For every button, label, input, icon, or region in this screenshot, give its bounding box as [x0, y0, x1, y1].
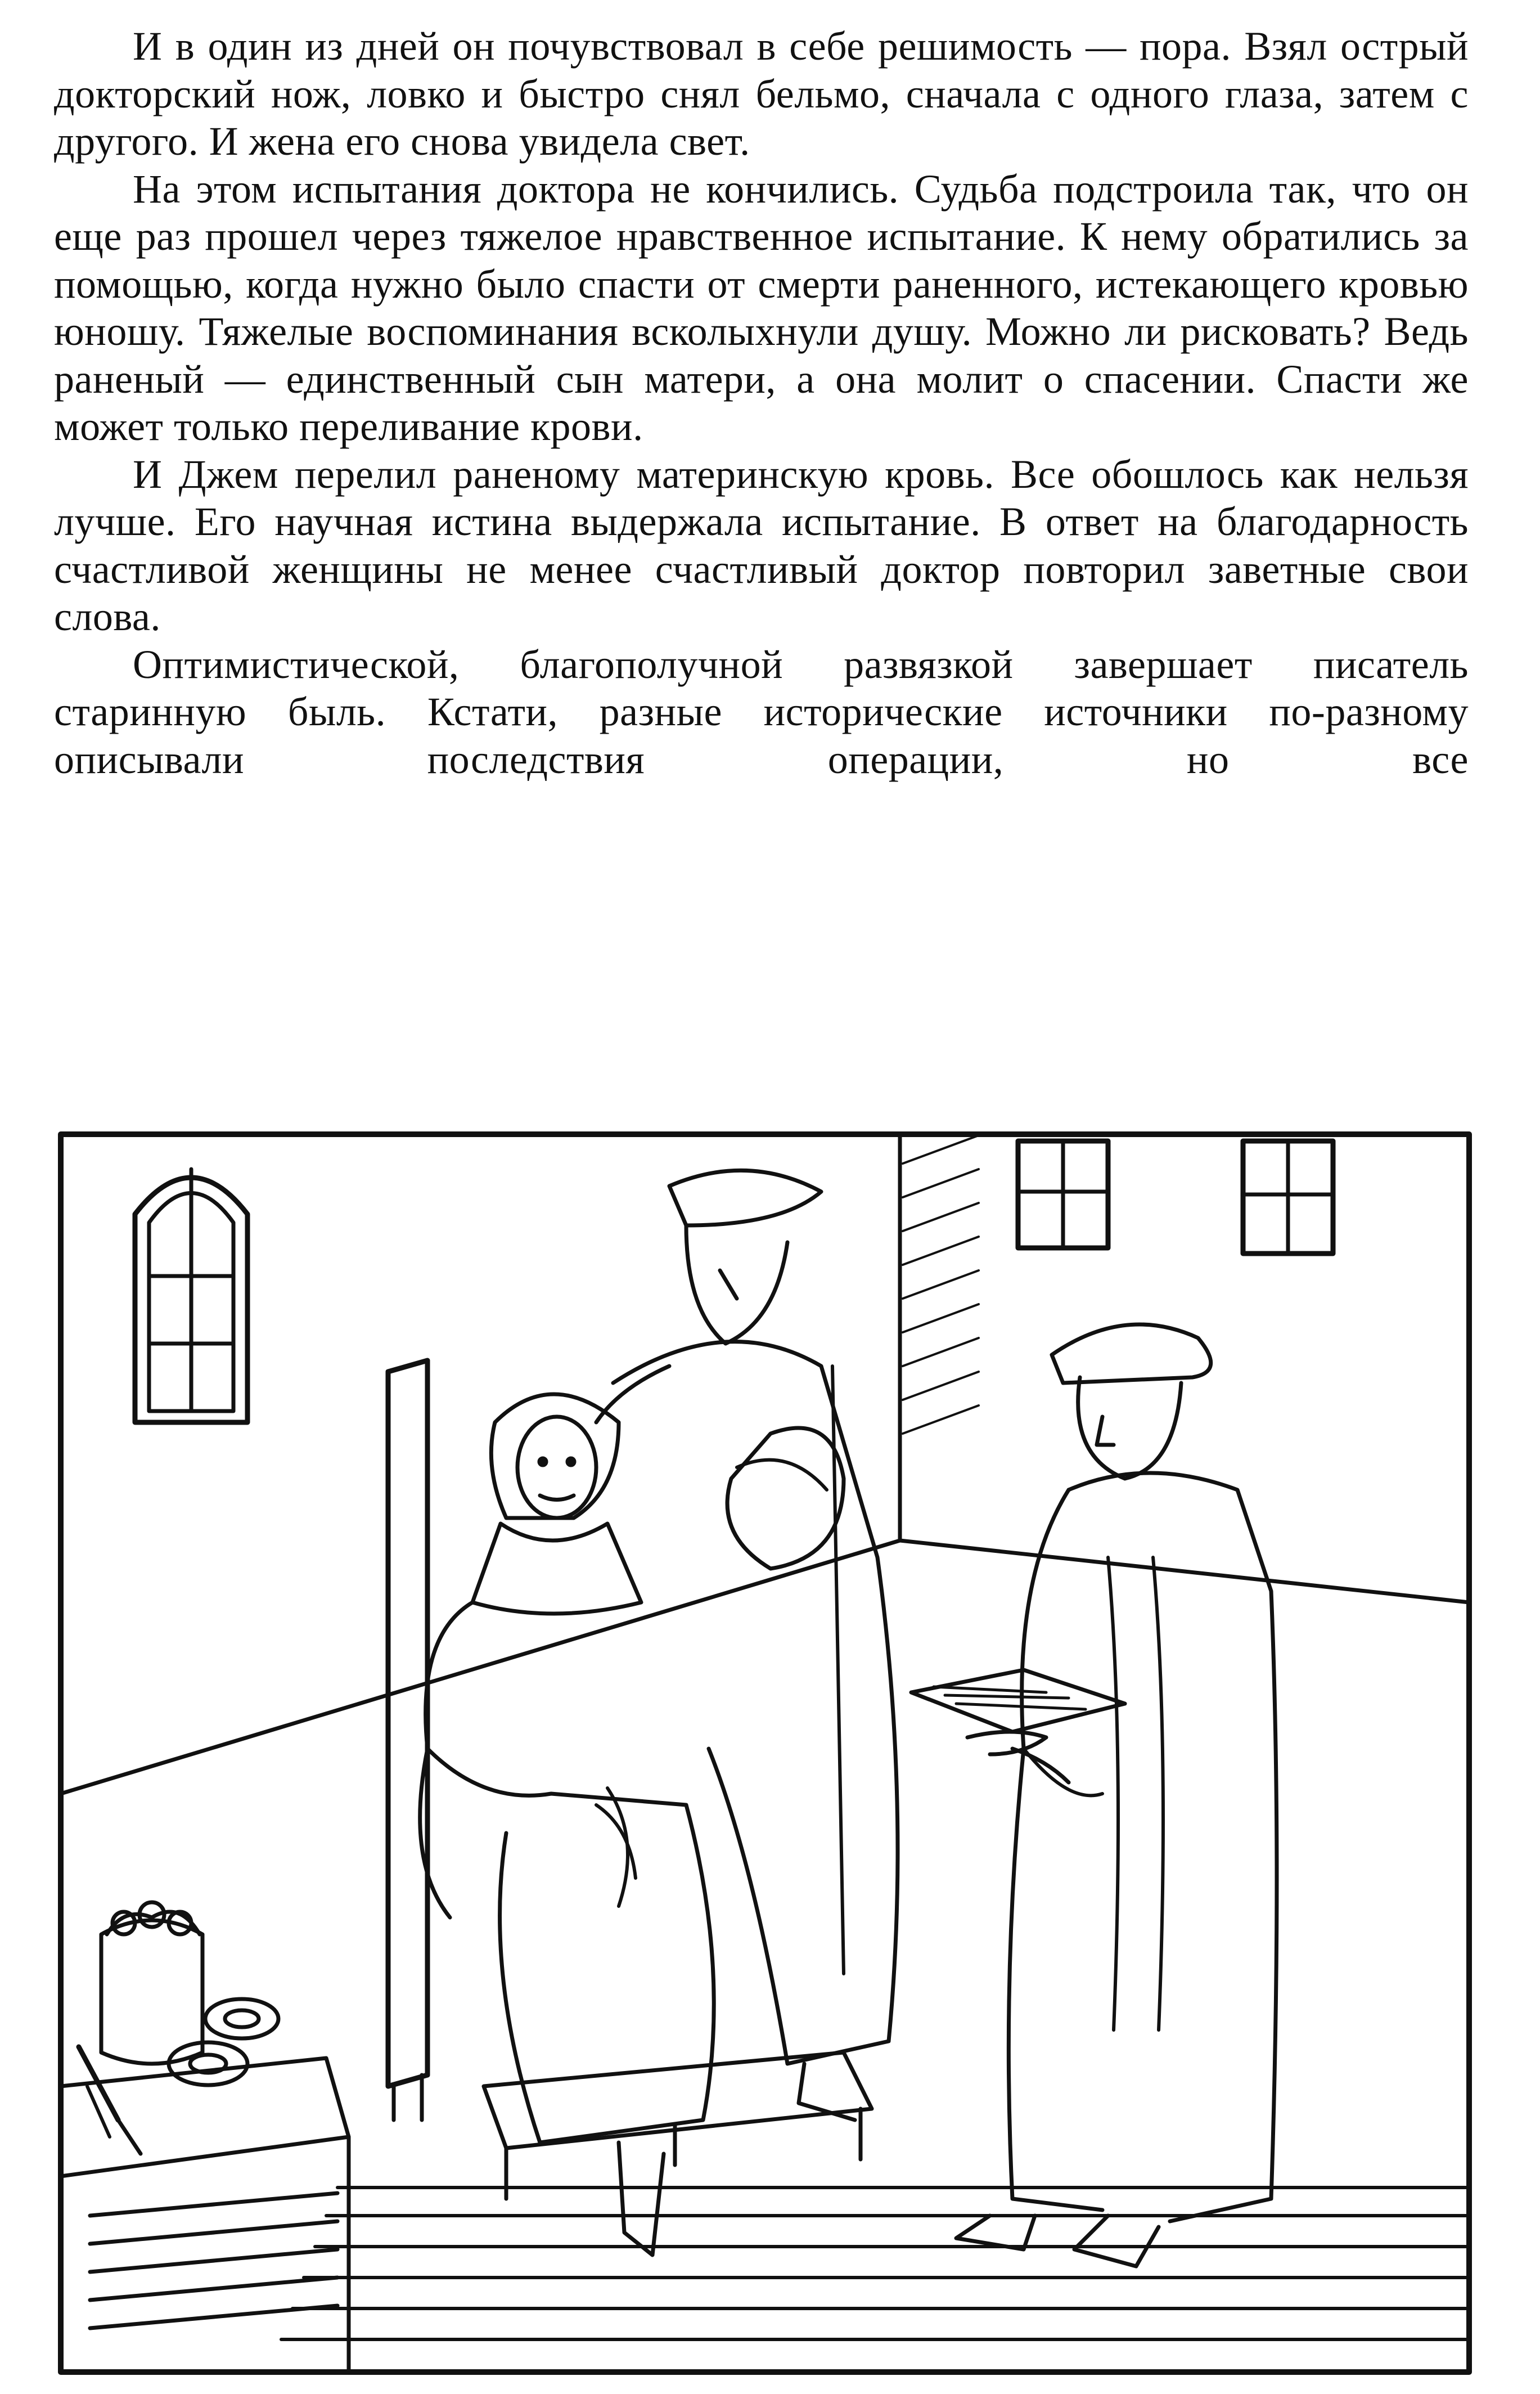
- wall-floor-line: [61, 1540, 1469, 1794]
- paragraph-1: И в один из дней он почувствовал в себе решимость — пора. Взял острый докторский нож, ловко и быстро снял бельмо, сначала с одного глаза, затем с другого. И жена его снова увидела свет.: [54, 24, 1469, 164]
- assistant: [956, 1324, 1277, 2266]
- illustration-svg: [56, 1130, 1474, 2379]
- paragraph-2: На этом испытания доктора не кончились. Судьба подстроила так, что он еще раз прошел через тяжелое нравственное испытание. К нему обратились за помощью, когда нужно было спасти от смерти раненного, истекающего кровью юношу. Тяжелые воспоминания всколыхнули душу. Можно ли рисковать? Ведь раненый — единственный сын матери, а она молит о спасении. Спасти же может только переливание крови.: [54, 166, 1469, 449]
- paragraph-3: И Джем перелил раненому материнскую кровь. Все обошлось как нельзя лучше. Его научная истина выдержала испытание. В ответ на благодарность счастливой женщины не менее счастливый доктор повторил заветные свои слова.: [54, 451, 1469, 639]
- doctor: [596, 1170, 898, 2120]
- body-text: [54, 23, 1469, 783]
- pot: [101, 1902, 202, 2064]
- woodcut-illustration: [56, 1130, 1474, 2379]
- chair: [388, 1360, 872, 2199]
- upper-window-2: [1243, 1141, 1333, 1254]
- upper-window-1: [1018, 1141, 1108, 1248]
- arched-window: [135, 1169, 247, 1422]
- instrument-tray: [911, 1670, 1125, 1732]
- seated-woman: [420, 1394, 714, 2255]
- table: [61, 2058, 349, 2372]
- paragraph-4: Оптимистической, благополучной развязкой завершает писатель старинную быль. Кстати, разные исторические источники по-разному описывали последствия операции, но все: [54, 641, 1469, 782]
- assistant-hands: [967, 1732, 1069, 1782]
- floor-planks: [281, 2188, 1469, 2339]
- corner-hatching: [903, 1135, 979, 1434]
